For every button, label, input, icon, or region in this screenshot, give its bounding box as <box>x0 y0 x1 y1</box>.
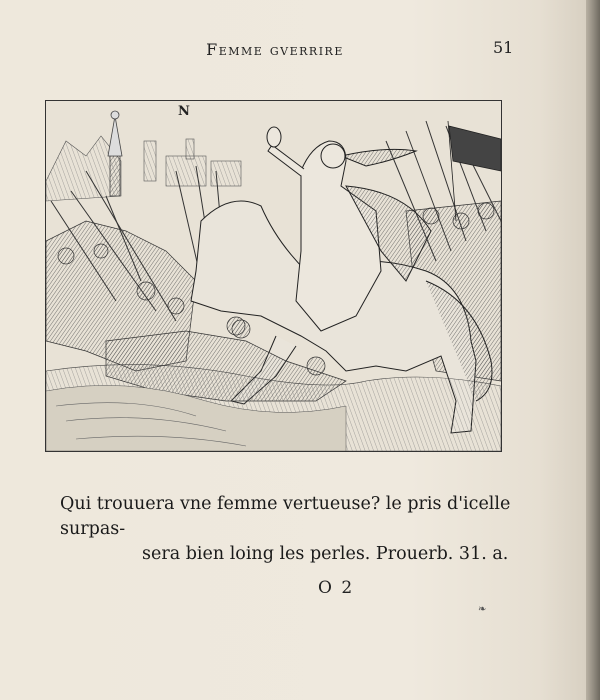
page-number: 51 <box>493 38 514 57</box>
page-header-title: Femme gverrire <box>206 40 344 59</box>
caption-line-1: Qui trouuera vne femme vertueuse? le pris d'icelle surpas- <box>60 494 511 539</box>
signature-mark: O 2 <box>318 578 355 598</box>
ink-stain: ❧ <box>478 604 487 615</box>
engraving-drawing <box>46 101 501 451</box>
page-edge <box>586 0 600 700</box>
caption-line-2: sera bien loing les perles. Prouerb. 31. a. <box>142 544 509 564</box>
caption <box>60 492 540 567</box>
engraving-illustration <box>45 100 502 452</box>
plate-letter: N <box>178 104 190 119</box>
